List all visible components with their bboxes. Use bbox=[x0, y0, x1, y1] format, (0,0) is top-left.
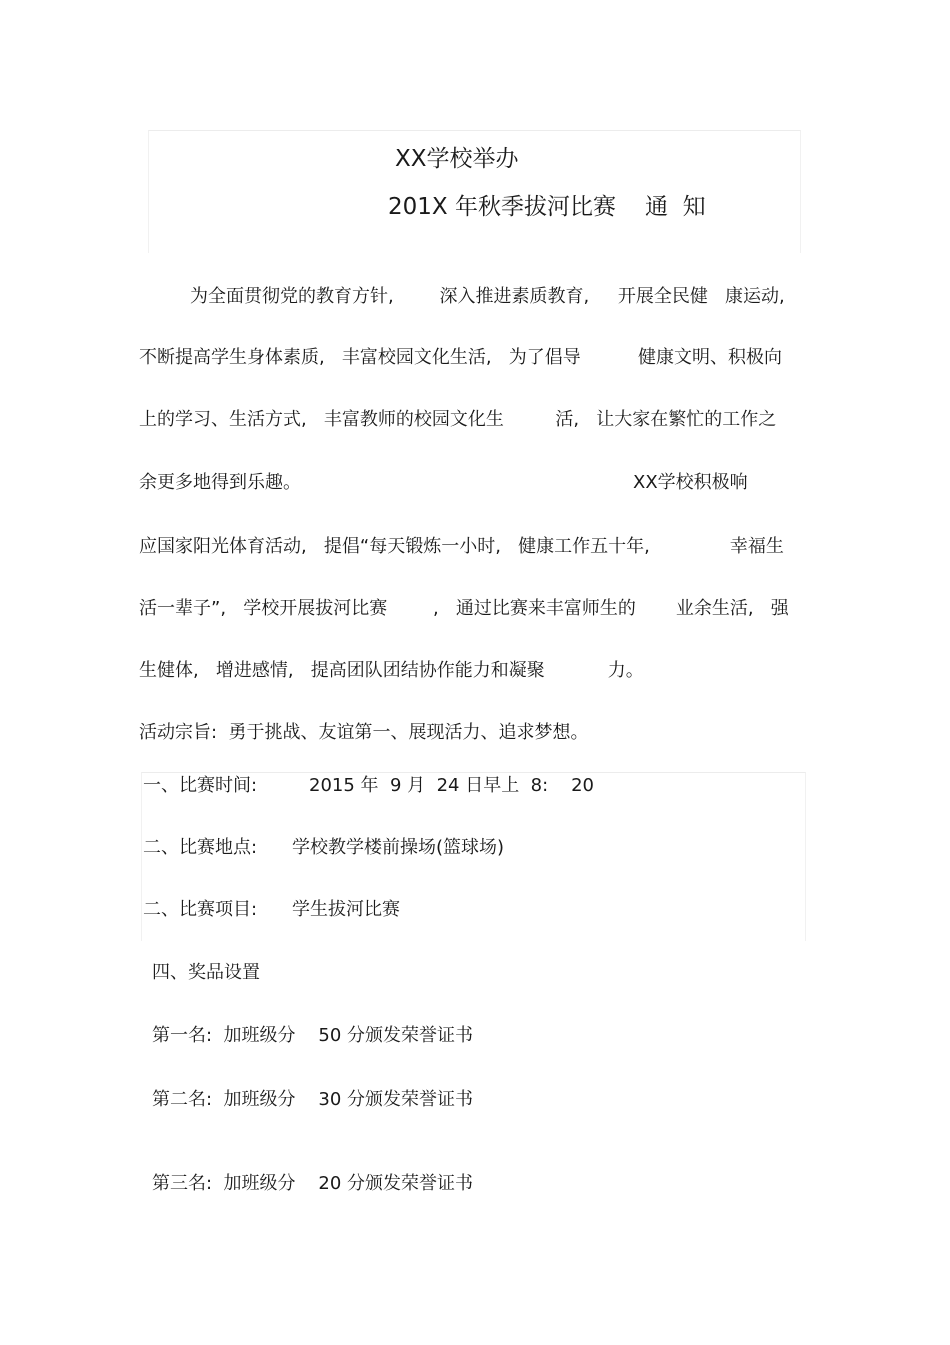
paragraph-2-line-3: 生健体, 增进感情, 提高团队团结协作能力和凝聚 力。 bbox=[139, 660, 644, 681]
prize-second: 第二名: 加班级分 30 分颁发荣誉证书 bbox=[152, 1089, 474, 1110]
paragraph-1-line-2: 不断提高学生身体素质, 丰富校园文化生活, 为了倡导 健康文明、积极向 bbox=[139, 347, 782, 368]
paragraph-1-line-4: 余更多地得到乐趣。 bbox=[139, 472, 301, 493]
activity-purpose: 活动宗旨: 勇于挑战、友谊第一、展现活力、追求梦想。 bbox=[139, 722, 589, 743]
time-value: 2015 年 9 月 24 日早上 8: 20 bbox=[309, 775, 594, 796]
paragraph-2-start: XX学校积极响 bbox=[633, 472, 748, 493]
title-line-2: 201X 年秋季拔河比赛 bbox=[388, 194, 616, 220]
place-label: 二、比赛地点: bbox=[143, 837, 258, 858]
paragraph-1-line-3: 上的学习、生活方式, 丰富教师的校园文化生 活, 让大家在繁忙的工作之 bbox=[139, 409, 777, 430]
paragraph-2-line-2: 活一辈子”, 学校开展拔河比赛 , 通过比赛来丰富师生的 业余生活, 强 bbox=[139, 598, 789, 619]
event-value: 学生拔河比赛 bbox=[292, 899, 400, 920]
event-label: 二、比赛项目: bbox=[143, 899, 258, 920]
place-value: 学校教学楼前操场(篮球场) bbox=[292, 837, 505, 858]
time-label: 一、比赛时间: bbox=[143, 775, 258, 796]
title-notice: 通 知 bbox=[645, 194, 706, 220]
prize-third: 第三名: 加班级分 20 分颁发荣誉证书 bbox=[152, 1173, 474, 1194]
prize-first: 第一名: 加班级分 50 分颁发荣誉证书 bbox=[152, 1025, 474, 1046]
title-line-1: XX学校举办 bbox=[395, 146, 519, 172]
prizes-heading: 四、奖品设置 bbox=[152, 962, 260, 983]
paragraph-2-line-1: 应国家阳光体育活动, 提倡“每天锻炼一小时, 健康工作五十年, 幸福生 bbox=[139, 536, 784, 557]
paragraph-1-line-1: 为全面贯彻党的教育方针, 深入推进素质教育, 开展全民健 康运动, bbox=[190, 286, 785, 307]
